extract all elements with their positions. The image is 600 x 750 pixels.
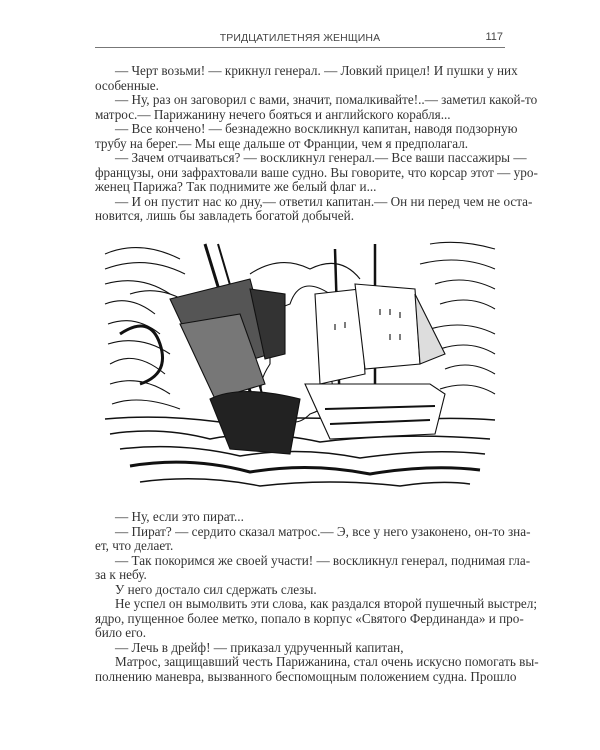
text-line: ет, что делает. xyxy=(95,538,174,553)
text-line: било его. xyxy=(95,625,147,640)
text-line: французы, они зафрахтовали ваше судно. Вы говорите, что корсар этот — уро- xyxy=(95,164,538,180)
text-line: Не успел он вымолвить эти слова, как раздался второй пушечный выстрел; xyxy=(115,596,538,611)
running-title: ТРИДЦАТИЛЕТНЯЯ ЖЕНЩИНА xyxy=(219,32,381,44)
text-line: матрос.— Парижанину нечего бояться и английского корабля... xyxy=(95,106,451,122)
text-line: за к небу. xyxy=(95,567,147,582)
text-line: ядро, пущенное более метко, попало в корпус «Святого Фердинанда» и про- xyxy=(95,610,524,626)
text-line: — И он пустит нас ко дну,— ответил капитан.— Он ни перед чем не оста- xyxy=(115,193,533,209)
text-line: — Ну, если это пират... xyxy=(115,509,244,524)
text-line: — Пират? — сердито сказал матрос.— Э, все у него узаконено, он-то зна- xyxy=(115,523,531,539)
text-line: — Так покоримся же своей участи! — воскликнул генерал, поднимая гла- xyxy=(115,552,531,568)
right-ship xyxy=(305,244,445,439)
sailing-ships-illustration xyxy=(100,234,500,496)
text-line: — Лечь в дрейф! — приказал удрученный капитан, xyxy=(115,639,404,655)
text-block-top xyxy=(95,63,538,224)
storm-clouds-left xyxy=(105,248,190,409)
text-block-bottom xyxy=(95,509,539,684)
text-line: Матрос, защищавший честь Парижанина, стал очень искусно помогать вы- xyxy=(115,654,539,669)
text-line: — Ну, раз он заговорил с вами, значит, помалкивайте!..— заметил какой-то xyxy=(115,92,538,107)
text-line: женец Парижа? Так поднимите же белый флаг и... xyxy=(95,179,377,194)
text-line: — Зачем отчаиваться? — воскликнул генерал.— Все ваши пассажиры — xyxy=(115,150,527,165)
text-line: — Черт возьми! — крикнул генерал. — Ловкий прицел! И пушки у них xyxy=(115,63,518,78)
text-line: У него достало сил сдержать слезы. xyxy=(115,581,317,597)
text-line: — Все кончено! — безнадежно воскликнул капитан, наводя подзорную xyxy=(115,121,518,136)
left-ship xyxy=(170,244,300,454)
text-line: трубу на берег.— Мы еще дальше от Франции, чем я предполагал. xyxy=(95,135,469,151)
running-header xyxy=(95,31,505,48)
text-line: новится, лишь бы завладеть богатой добычей. xyxy=(95,208,355,223)
page-number: 117 xyxy=(485,31,503,43)
text-line: особенные. xyxy=(95,77,159,93)
text-line: полнению маневра, вызванного беспомощным положением судна. Прошло xyxy=(95,668,517,684)
